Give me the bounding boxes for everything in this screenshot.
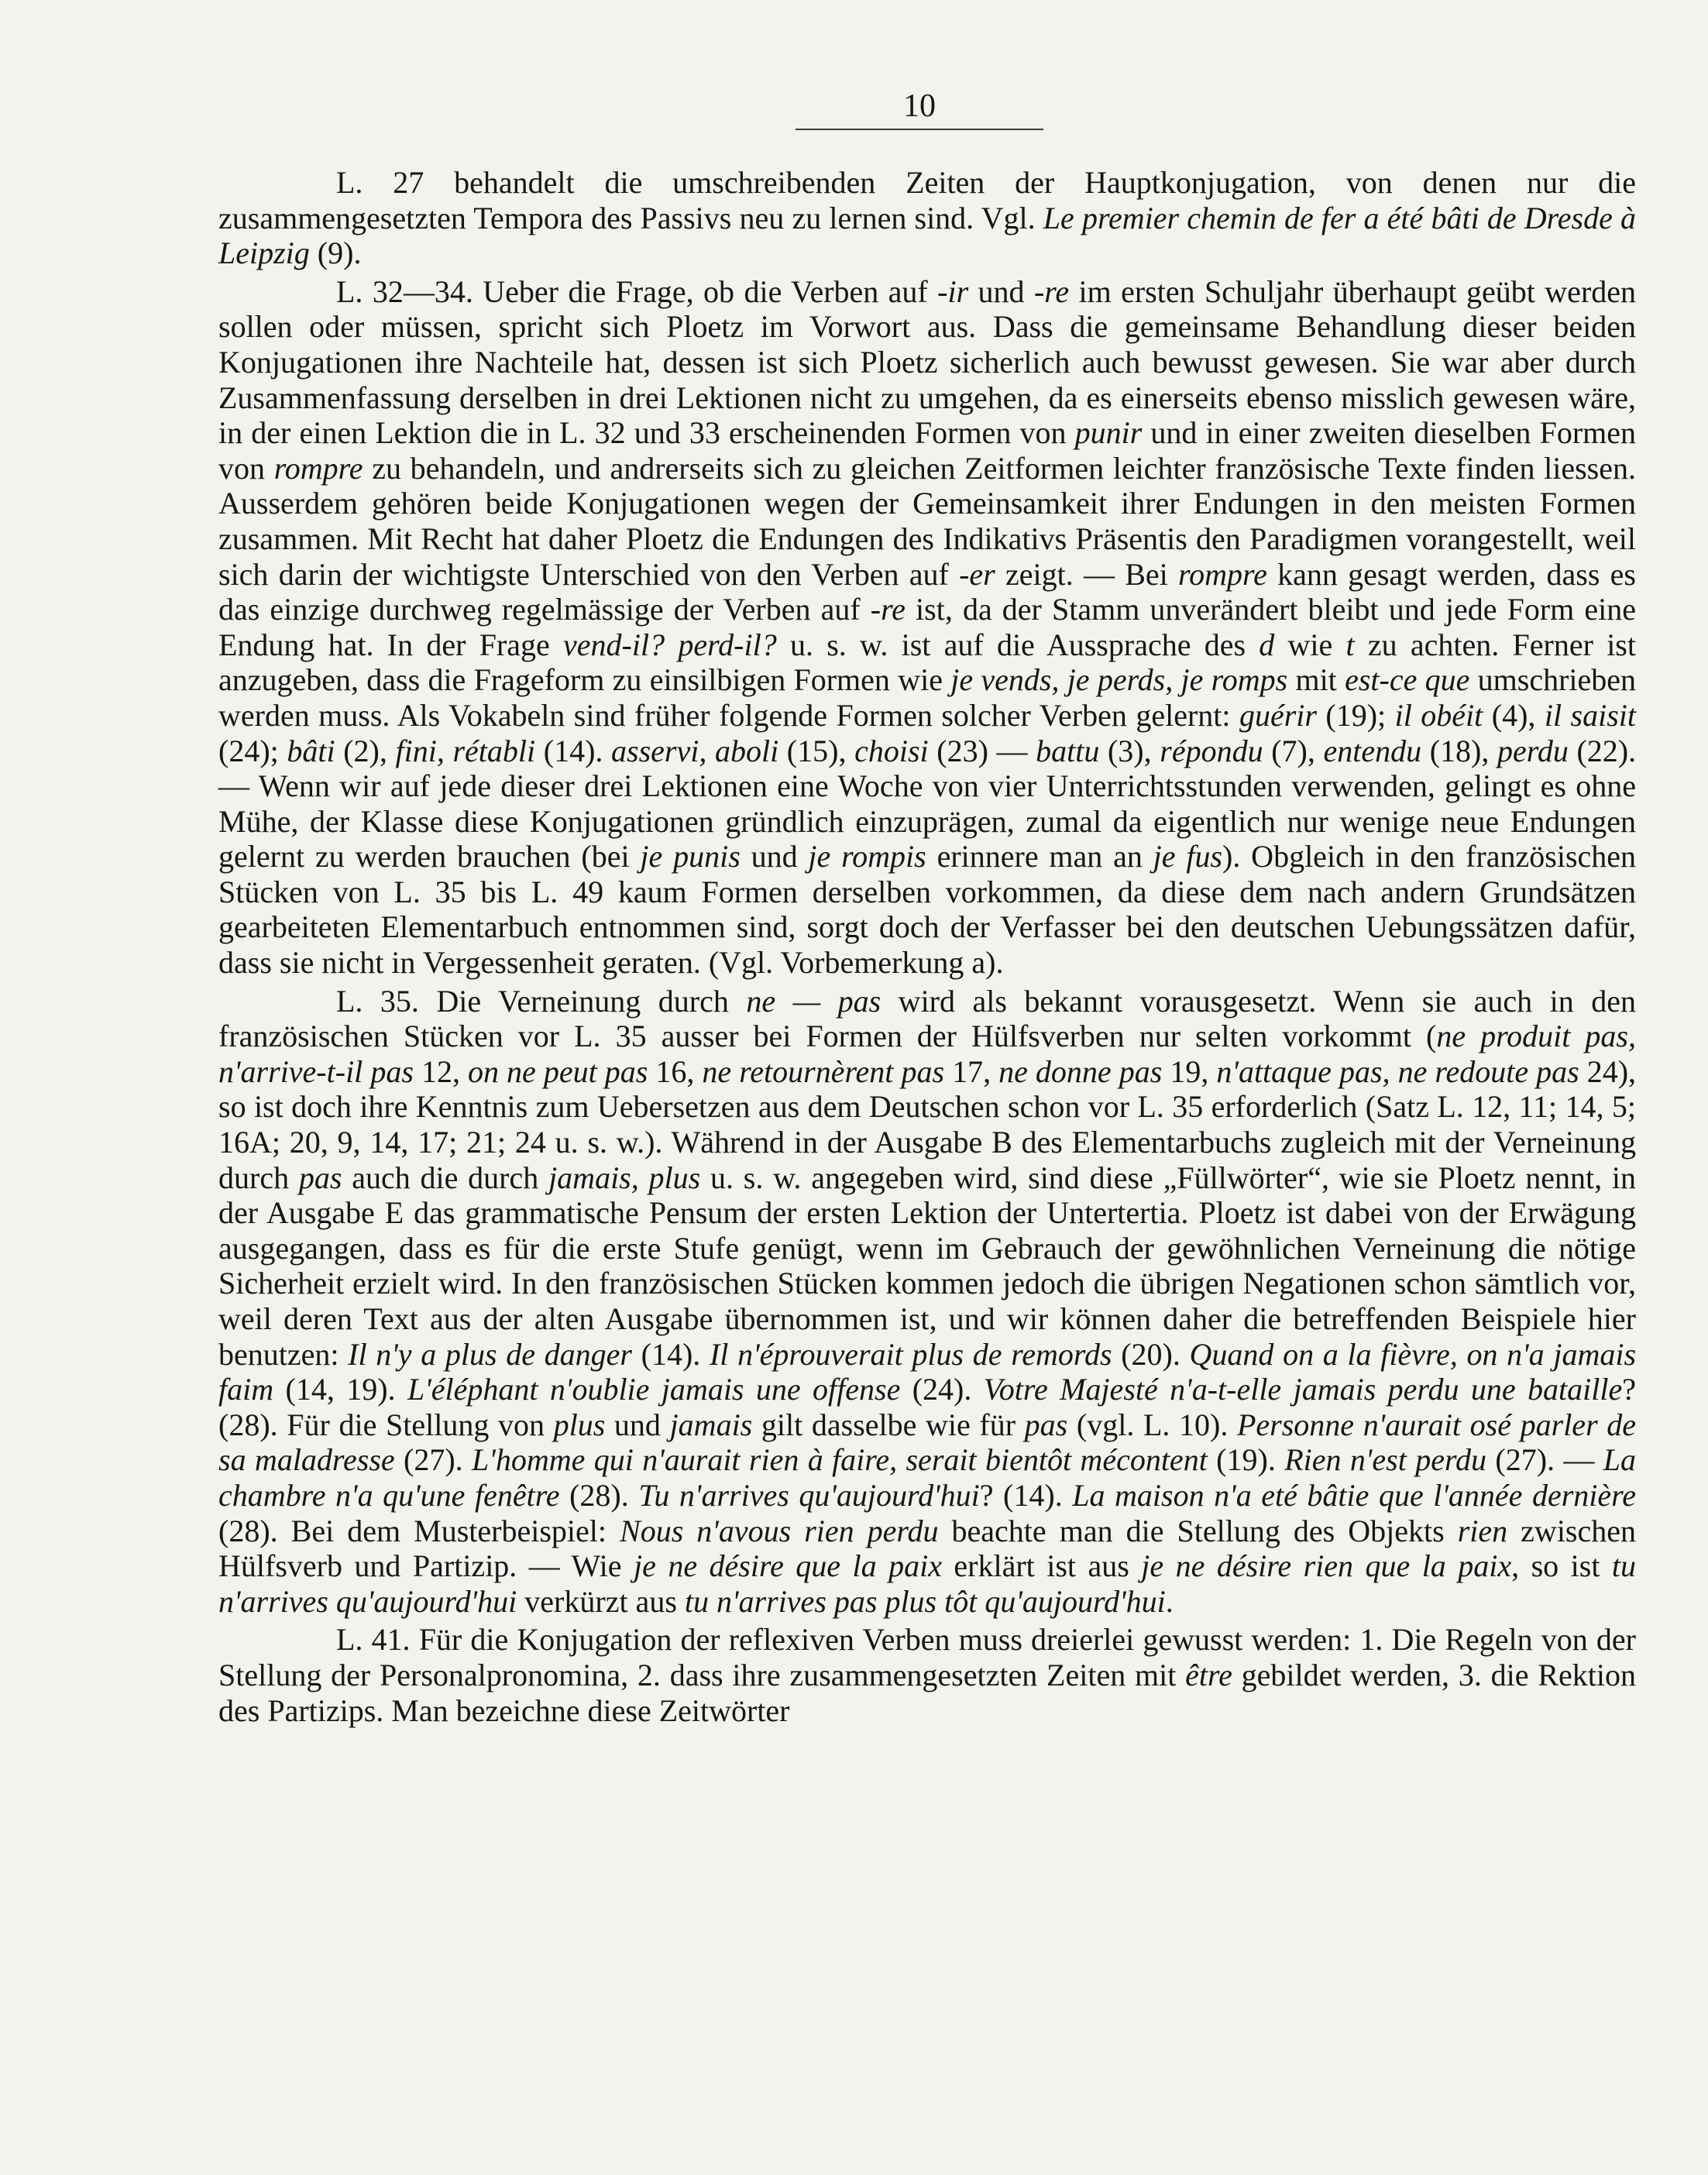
body-text	[218, 165, 1636, 1728]
text-run: mit	[1287, 662, 1345, 698]
text-run: L. 35. Die Verneinung durch	[336, 983, 747, 1019]
text-run: zu behandeln, und andrerseits sich zu gleichen Zeitformen leichter französische Texte finden liessen. Ausserdem gehören beide Konjugationen wegen der Gemeinsamkeit ihrer Endungen in den meisten Formen zusammen. Mit Recht hat daher Ploetz die Endungen des Indikativs Präsentis den Paradigmen vorangestellt, weil sich darin der wichtigste Unterschied von den Verben auf	[218, 450, 1637, 592]
italic-text-run: n'attaque pas, ne redoute pas	[1216, 1053, 1579, 1089]
italic-text-run: perdu	[1497, 733, 1569, 768]
italic-text-run: choisi	[854, 733, 929, 768]
italic-text-run: battu	[1036, 733, 1100, 768]
text-run: (14).	[535, 733, 612, 768]
italic-text-run: on ne peut pas	[468, 1053, 648, 1089]
page-number: 10	[903, 88, 936, 124]
text-run: (19).	[1207, 1442, 1285, 1478]
text-run: wie	[1274, 627, 1346, 662]
text-run: , so ist	[1511, 1548, 1612, 1584]
italic-text-run: tu n'arrives pas plus tôt qu'aujourd'hui	[684, 1583, 1166, 1619]
text-run: zu achten. Ferner ist anzugeben, dass die Frageform zu einsilbigen Formen wie	[218, 627, 1636, 698]
text-run: (vgl. L. 10).	[1067, 1407, 1237, 1442]
text-run: u. s. w. angegeben wird, sind diese „Füllwörter“, wie sie Ploetz nennt, in der Ausgabe E das grammatische Pensum der ersten Lektion der Untertertia. Ploetz ist dabei von der Erwägung ausgegangen, dass es für die erste Stufe genügt, wenn im Gebrauch der gewöhnlichen Verneinung die nötige Sicherheit erzielt wird. In den französischen Stücken kommen jedoch die übrigen Negationen schon sämtlich vor, weil deren Text aus der alten Ausgabe übernommen ist, und wir können daher die betreffenden Beispiele hier benutzen:	[218, 1160, 1637, 1372]
text-run: (27). —	[1486, 1442, 1603, 1478]
text-run: (2),	[335, 733, 396, 768]
text-run: 24), so ist doch ihre Kenntnis zum Uebersetzen aus dem Deutschen schon vor L. 35 erforderlich (Satz L. 12, 11; 14, 5; 16A; 20, 9, 14, 17; 21; 24 u. s. w.). Während in der Ausgabe B des Elementarbuchs zugleich mit der Verneinung durch	[218, 1053, 1637, 1195]
text-run: (28).	[559, 1477, 639, 1513]
italic-text-run: ne produit pas, n'arrive-t-il pas	[218, 1019, 1636, 1089]
italic-text-run: Personne n'aurait osé parler de sa maladresse	[218, 1407, 1637, 1478]
italic-text-run: bâti	[287, 733, 335, 768]
italic-text-run: je punis	[640, 839, 741, 874]
text-run: (3),	[1099, 733, 1160, 768]
text-run: 17,	[944, 1053, 999, 1089]
text-run: (27).	[394, 1442, 473, 1478]
text-run: erinnere man an	[926, 839, 1153, 874]
italic-text-run: il saisit	[1544, 697, 1637, 733]
text-run: L. 27 behandelt die umschreibenden Zeiten der Hauptkonjugation, von denen nur die zusammengesetzten Tempora des Passivs neu zu lernen sind. Vgl.	[218, 165, 1636, 235]
italic-text-run: jamais	[669, 1407, 753, 1442]
text-run: ? (28). Für die Stellung von	[218, 1372, 1637, 1442]
italic-text-run: répondu	[1160, 733, 1263, 768]
text-run: beachte man die Stellung des Objekts	[938, 1513, 1458, 1548]
italic-text-run: ne — pas	[746, 983, 881, 1019]
italic-text-run: entendu	[1323, 733, 1422, 768]
text-run: wird als bekannt vorausgesetzt. Wenn sie auch in den französischen Stücken vor L. 35 ausser bei Formen der Hülfsverben nur selten vorkommt (	[218, 983, 1636, 1054]
italic-text-run: punir	[1074, 415, 1143, 451]
italic-text-run: Le premier chemin de fer a été bâti de Dresde à Leipzig	[218, 200, 1636, 271]
text-run: (24).	[900, 1372, 984, 1407]
italic-text-run: L'éléphant n'oublie jamais une offense	[407, 1372, 901, 1407]
italic-text-run: Votre Majesté n'a-t-elle jamais perdu une bataille	[983, 1372, 1623, 1407]
paragraph-lesson-41	[218, 1622, 1636, 1728]
italic-text-run: je vends, je perds, je romps	[950, 662, 1288, 698]
italic-text-run: asservi, aboli	[611, 733, 779, 768]
italic-text-run: rien	[1457, 1513, 1508, 1548]
text-run: im ersten Schuljahr überhaupt geübt werden sollen oder müssen, spricht sich Ploetz im Vorwort aus. Dass die gemeinsame Behandlung dieser beiden Konjugationen ihre Nachteile hat, dessen ist sich Ploetz sicherlich auch bewusst gewesen. Sie war aber durch Zusammenfassung derselben in drei Lektionen nicht zu umgehen, da es einerseits ebenso misslich gewesen wäre, in der einen Lektion die in L. 32 und 33 erscheinenden Formen von	[218, 273, 1637, 451]
text-run: .	[1165, 1583, 1174, 1619]
italic-text-run: -re	[870, 592, 906, 627]
italic-text-run: je fus	[1153, 839, 1223, 874]
italic-text-run: rompre	[1178, 556, 1267, 592]
paragraph-lesson-32-34	[218, 274, 1636, 981]
italic-text-run: ne retournèrent pas	[702, 1053, 945, 1089]
italic-text-run: Il n'y a plus de danger	[348, 1336, 632, 1372]
italic-text-run: plus	[553, 1407, 606, 1442]
text-run: L. 41. Für die Konjugation der reflexiven Verben muss dreierlei gewusst werden: 1. Die Regeln von der Stellung der Personalpronomina, 2. dass ihre zusammengesetzten Zeiten mit	[218, 1622, 1636, 1692]
text-run: gebildet werden, 3. die Rektion des Partizips. Man bezeichne diese Zeitwörter	[218, 1657, 1636, 1728]
text-run: erklärt ist aus	[941, 1548, 1142, 1584]
italic-text-run: -ir	[937, 273, 969, 309]
text-run: ist, da der Stamm unverändert bleibt und jede Form eine Endung hat. In der Frage	[218, 592, 1636, 662]
text-run: zwischen Hülfsverb und Partizip. — Wie	[218, 1513, 1636, 1584]
italic-text-run: Quand on a la fièvre, on n'a jamais faim	[218, 1336, 1637, 1407]
italic-text-run: Nous n'avous rien perdu	[620, 1513, 939, 1548]
italic-text-run: est-ce que	[1345, 662, 1470, 698]
text-run: ). Obgleich in den französischen Stücken von L. 35 bis L. 49 kaum Formen derselben vorkommen, da diese dem nach andern Grundsätzen gearbeiteten Elementarbuch entnommen sind, sorgt doch der Verfasser bei den deutschen Uebungssätzen dafür, dass sie nicht in Vergessenheit geraten. (Vgl. Vorbemerkung a).	[218, 839, 1637, 981]
italic-text-run: guérir	[1239, 697, 1317, 733]
text-run: (7),	[1263, 733, 1324, 768]
text-run: u. s. w. ist auf die Aussprache des	[776, 627, 1260, 662]
text-run: 12,	[413, 1053, 468, 1089]
text-run: (23) —	[928, 733, 1036, 768]
text-run: umschrieben werden muss. Als Vokabeln sind früher folgende Formen solcher Verben gelernt:	[218, 662, 1637, 733]
italic-text-run: vend-il? perd-il?	[563, 627, 777, 662]
italic-text-run: être	[1185, 1657, 1232, 1692]
text-run: (28). Bei dem Musterbeispiel:	[218, 1513, 620, 1548]
text-run: kann gesagt werden, dass es das einzige durchweg regelmässige der Verben auf	[218, 556, 1636, 627]
text-run: und	[968, 273, 1034, 309]
paragraph-lesson-35	[218, 984, 1636, 1620]
text-run: gilt dasselbe wie für	[752, 1407, 1025, 1442]
text-run: auch die durch	[342, 1160, 549, 1195]
text-run: 16,	[648, 1053, 703, 1089]
text-run: (20).	[1112, 1336, 1190, 1372]
text-run: (24);	[218, 733, 287, 768]
text-run: (19);	[1316, 697, 1395, 733]
italic-text-run: Il n'éprouverait plus de remords	[709, 1336, 1112, 1372]
text-run: (14).	[631, 1336, 710, 1372]
text-run: und	[605, 1407, 670, 1442]
italic-text-run: L'homme qui n'aurait rien à faire, serait bientôt mécontent	[472, 1442, 1208, 1478]
text-run: verkürzt aus	[517, 1583, 685, 1619]
text-run: (9).	[309, 235, 362, 271]
italic-text-run: tu n'arrives qu'aujourd'hui	[218, 1548, 1637, 1619]
text-run: L. 32—34. Ueber die Frage, ob die Verben auf	[336, 273, 938, 309]
italic-text-run: je rompis	[808, 839, 926, 874]
text-run: und in einer zweiten dieselben Formen von	[218, 415, 1637, 486]
italic-text-run: d	[1259, 627, 1275, 662]
italic-text-run: je ne désire que la paix	[634, 1548, 942, 1584]
italic-text-run: ne donne pas	[998, 1053, 1163, 1089]
italic-text-run: La maison n'a eté bâtie que l'année dernière	[1072, 1477, 1637, 1513]
italic-text-run: jamais, plus	[548, 1160, 701, 1195]
text-run: 19,	[1162, 1053, 1217, 1089]
italic-text-run: je ne désire rien que la paix	[1141, 1548, 1512, 1584]
text-run: (14, 19).	[273, 1372, 407, 1407]
italic-text-run: il obéit	[1394, 697, 1483, 733]
italic-text-run: -er	[959, 556, 995, 592]
italic-text-run: Rien n'est perdu	[1284, 1442, 1487, 1478]
text-run: (22). — Wenn wir auf jede dieser drei Lektionen eine Woche von vier Unterrichtsstunden verwenden, gelingt es ohne Mühe, der Klasse diese Konjugationen gründlich einzuprägen, zumal da eigentlich nur wenige neue Endungen gelernt zu werden brauchen (bei	[218, 733, 1637, 874]
text-run: zeigt. — Bei	[995, 556, 1179, 592]
text-run: ? (14).	[979, 1477, 1073, 1513]
italic-text-run: -re	[1033, 273, 1070, 309]
italic-text-run: fini, rétabli	[395, 733, 536, 768]
paragraph-lesson-27	[218, 165, 1636, 271]
text-run: (4),	[1483, 697, 1545, 733]
italic-text-run: pas	[1024, 1407, 1068, 1442]
header-rule	[796, 129, 1043, 130]
italic-text-run: rompre	[273, 450, 363, 486]
italic-text-run: La chambre n'a qu'une fenêtre	[218, 1442, 1637, 1513]
italic-text-run: pas	[298, 1160, 342, 1195]
text-run: (18),	[1421, 733, 1497, 768]
text-run: (15),	[778, 733, 855, 768]
text-run: und	[740, 839, 809, 874]
italic-text-run: Tu n'arrives qu'aujourd'hui	[638, 1477, 980, 1513]
italic-text-run: t	[1345, 627, 1355, 662]
